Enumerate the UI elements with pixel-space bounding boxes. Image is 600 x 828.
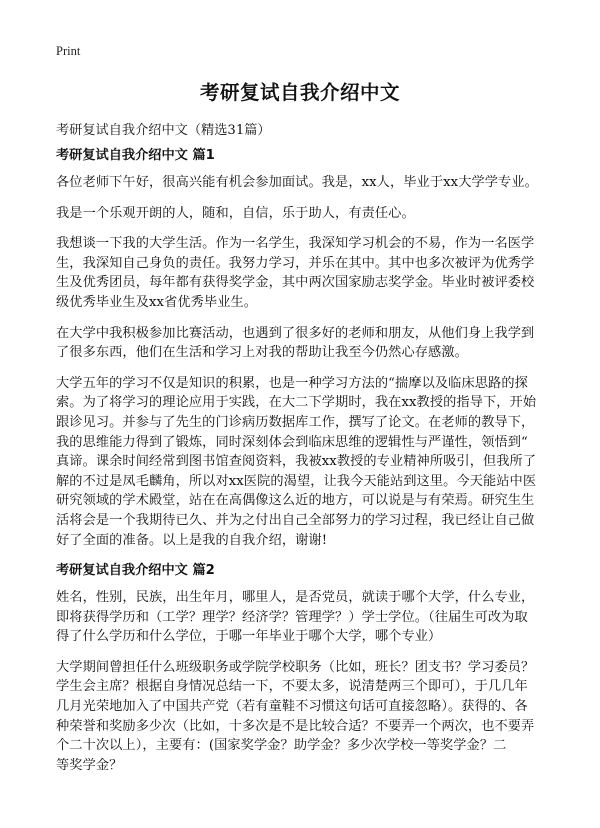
paragraph-line: 等奖学金？ — [56, 757, 123, 773]
paragraph-line: 级优秀毕业生及xx省优秀毕业生。 — [56, 294, 258, 310]
paragraph-line: 得了什么学历和什么学位，于哪一年毕业于哪个大学，哪个专业） — [56, 629, 442, 645]
section-heading: 考研复试自我介绍中文 篇1 — [56, 148, 215, 163]
paragraph — [56, 324, 556, 363]
paragraph — [56, 234, 556, 312]
paragraph-line: 种荣誉和奖励多少次（比如，十多次是不是比较合适？不要弄一个两次，也不要弄 — [56, 718, 535, 734]
paragraph-line: 研究领域的学术殿堂，站在在高偶像这么近的地方，可以说是与有荣焉。研究生生 — [56, 493, 535, 509]
paragraph-line: 好了全面的准备。以上是我的自我介绍，谢谢! — [56, 532, 328, 548]
paragraph-line: 大学五年的学习不仅是知识的积累，也是一种学习方法的“揣摩以及临床思路的探 — [56, 375, 528, 391]
paragraph-line: 我想谈一下我的大学生活。作为一名学生，我深知学习机会的不易，作为一名医学 — [56, 236, 535, 252]
paragraph-line: 在大学中我积极参加比赛活动，也遇到了很多好的老师和朋友，从他们身上我学到 — [56, 325, 535, 341]
paragraph-line: 解的不过是凤毛麟角，所以对xx医院的渴望，让我今天能站到这里。今天能站中医 — [56, 473, 537, 489]
paragraph-line: 了很多东西，他们在生活和学习上对我的帮助让我至今仍然心存感激。 — [56, 345, 468, 361]
paragraph-line: 真谛。课余时间经常到图书馆查阅资料，我被xx教授的专业精神所吸引，但我所了 — [56, 454, 537, 470]
paragraph-line: 个二十次以上），主要有：(国家奖学金？助学金？多少次学校一等奖学金？二 — [56, 738, 507, 754]
paragraph-line: 姓名，性别，民族，出生年月，哪里人，是否党员，就读于哪个大学，什么专业， — [56, 590, 535, 606]
paragraph-line: 我是一个乐观开朗的人，随和，自信，乐于助人，有责任心。 — [56, 205, 415, 221]
paragraph-line: 活将会是一个我期待已久、并为之付出自己全部努力的学习过程，我已经让自己做 — [56, 512, 535, 528]
paragraph — [56, 173, 556, 193]
paragraph-line: 我的思维能力得到了锻炼，同时深刻体会到临床思维的逻辑性与严谨性，领悟到“ — [56, 434, 528, 450]
paragraph-line: 即将获得学历和（工学？理学？经济学？管理学？）学士学位。（往届生可改为取 — [56, 609, 528, 625]
print-link[interactable]: Print — [56, 44, 81, 58]
article-body — [56, 146, 556, 786]
section-heading: 考研复试自我介绍中文 篇2 — [56, 563, 215, 579]
paragraph — [56, 588, 556, 647]
paragraph-line: 索。为了将学习的理论应用于实践，在大二下学期时，我在xx教授的指导下，开始 — [56, 395, 537, 411]
paragraph-line: 大学期间曾担任什么班级职务或学院学校职务（比如，班长？团支书？学习委员？ — [56, 659, 535, 675]
paragraph-line: 几月光荣地加入了中国共产党（若有童鞋不习惯这句话可直接忽略）。获得的、各 — [56, 699, 528, 715]
paragraph-line: 生及优秀团员，每年都有获得奖学金，其中两次国家励志奖学金。毕业时被评委校 — [56, 275, 535, 291]
paragraph-line: 跟诊见习。并参与了先生的门诊病历数据库工作，撰写了论文。在老师的教导下， — [56, 414, 535, 430]
page-title: 考研复试自我介绍中文 — [199, 81, 400, 104]
paragraph — [56, 374, 556, 550]
paragraph-line: 各位老师下午好，很高兴能有机会参加面试。我是，xx人，毕业于xx大学学专业。 — [56, 175, 538, 190]
paragraph-line: 学生会主席？根据自身情况总结一下，不要太多，说清楚两三个即可），于几几年 — [56, 679, 528, 695]
paragraph — [56, 204, 556, 224]
paragraph-line: 生，我深知自己身负的责任。我努力学习，并乐在其中。其中也多次被评为优秀学 — [56, 255, 535, 271]
paragraph — [56, 658, 556, 776]
subtitle: 考研复试自我介绍中文（精选31篇） — [56, 123, 271, 138]
